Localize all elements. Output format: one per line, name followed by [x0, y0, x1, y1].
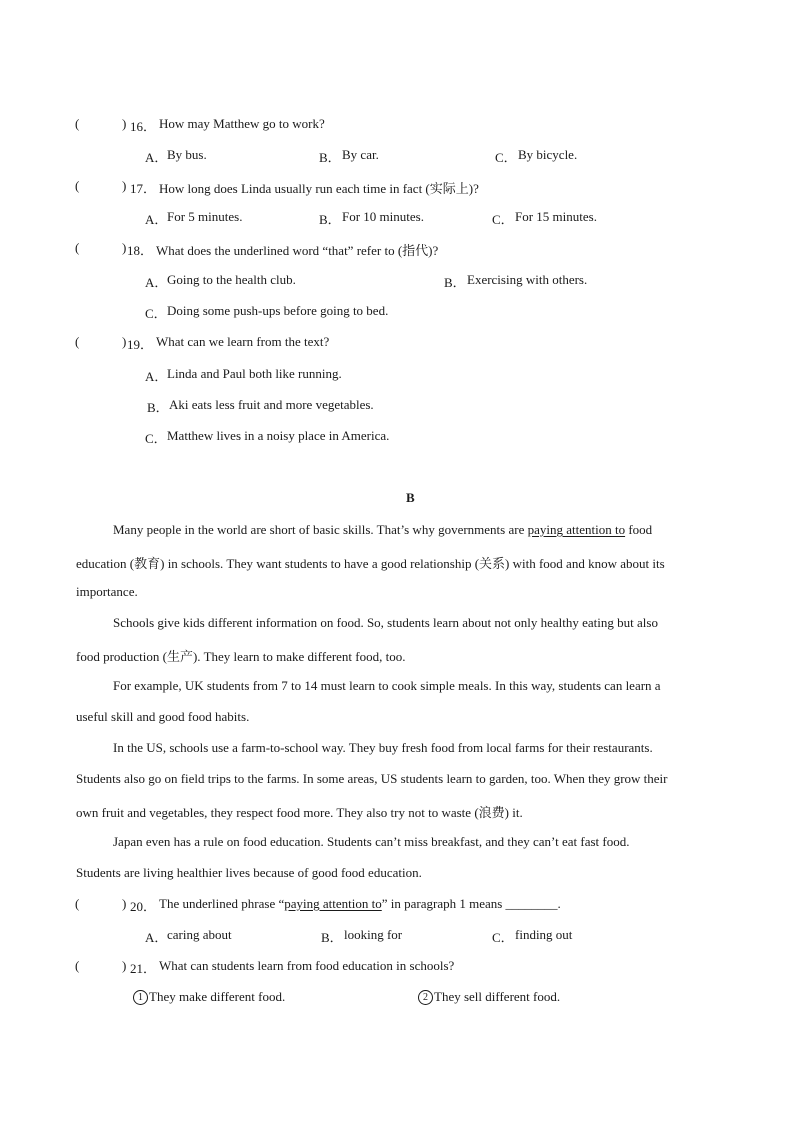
answer-blank-open: ( [75, 240, 80, 255]
answer-blank-open: ( [75, 958, 80, 973]
paragraph-1-line-3: importance. [76, 584, 138, 599]
paragraph-2-line-2: food production (生产). They learn to make different food, too. [76, 649, 406, 664]
question-stem: How long does Linda usually run each time in fact (实际上)? [159, 181, 479, 196]
option-text: For 5 minutes. [167, 209, 243, 224]
answer-blank-close: ) [122, 116, 127, 131]
paragraph-4-line-3: own fruit and vegetables, they respect food more. They also try not to waste (浪费) it. [76, 805, 523, 820]
paragraph-3-line-2: useful skill and good food habits. [76, 709, 250, 724]
option-text: looking for [344, 927, 403, 942]
option-letter: B． [444, 275, 466, 290]
underlined-phrase: paying attention to [527, 522, 626, 537]
question-stem: What can we learn from the text? [156, 334, 330, 349]
option-letter: C． [145, 431, 167, 446]
option-letter: A． [145, 369, 168, 384]
option-text: Going to the health club. [167, 272, 296, 287]
answer-blank-open: ( [75, 334, 80, 349]
option-text: By car. [342, 147, 379, 162]
option-letter: A． [145, 275, 168, 290]
statement-text: They make different food. [149, 989, 286, 1004]
option-text: By bicycle. [518, 147, 578, 162]
option-letter: A． [145, 930, 168, 945]
answer-blank-close: ) [122, 334, 127, 349]
paragraph-5-line-1: Japan even has a rule on food education. Students can’t miss breakfast, and they can’t eat fast food. [113, 834, 630, 849]
option-text: For 15 minutes. [515, 209, 597, 224]
question-stem: What does the underlined word “that” refer to (指代)? [156, 243, 439, 258]
question-number: 19． [127, 337, 154, 352]
question-stem: How may Matthew go to work? [159, 116, 325, 131]
answer-blank-close: ) [122, 958, 127, 973]
paragraph-2-line-1: Schools give kids different information on food. So, students learn about not only healthy eating but also [113, 615, 658, 630]
option-letter: B． [321, 930, 343, 945]
question-number: 18． [127, 243, 154, 258]
option-letter: C． [145, 306, 167, 321]
option-text: For 10 minutes. [342, 209, 424, 224]
answer-blank-close: ) [122, 178, 127, 193]
question-number: 16． [130, 119, 157, 134]
underlined-phrase: paying attention to [284, 896, 382, 911]
option-letter: B． [319, 212, 341, 227]
option-text: caring about [167, 927, 232, 942]
option-letter: C． [495, 150, 517, 165]
answer-blank-open: ( [75, 896, 80, 911]
answer-blank-open: ( [75, 178, 80, 193]
option-text: finding out [515, 927, 573, 942]
option-text: Matthew lives in a noisy place in America. [167, 428, 390, 443]
statement-text: They sell different food. [434, 989, 561, 1004]
circled-number: 2 [418, 990, 433, 1005]
option-letter: C． [492, 212, 514, 227]
statement-item-1 [133, 989, 285, 1005]
option-letter: B． [147, 400, 169, 415]
option-text: Exercising with others. [467, 272, 588, 287]
paragraph-4-line-2: Students also go on field trips to the farms. In some areas, US students learn to garden, too. When they grow their [76, 771, 668, 786]
question-number: 21． [130, 961, 157, 976]
section-heading: B [406, 490, 415, 505]
option-letter: C． [492, 930, 514, 945]
statement-item-2 [418, 989, 560, 1005]
option-letter: B． [319, 150, 341, 165]
answer-blank-close: ) [122, 240, 127, 255]
option-text: Linda and Paul both like running. [167, 366, 342, 381]
paragraph-4-line-1: In the US, schools use a farm-to-school way. They buy fresh food from local farms for their restaurants. [113, 740, 653, 755]
option-text: By bus. [167, 147, 207, 162]
question-number: 20． [130, 899, 157, 914]
question-number: 17． [130, 181, 157, 196]
answer-blank-close: ) [122, 896, 127, 911]
paragraph-1-line-1: Many people in the world are short of basic skills. That’s why governments are paying attention to food [113, 522, 653, 537]
question-stem: What can students learn from food education in schools? [159, 958, 455, 973]
question-stem: The underlined phrase “paying attention to” in paragraph 1 means ________. [159, 896, 561, 911]
option-text: Doing some push-ups before going to bed. [167, 303, 389, 318]
option-letter: A． [145, 150, 168, 165]
option-letter: A． [145, 212, 168, 227]
option-text: Aki eats less fruit and more vegetables. [169, 397, 374, 412]
circled-number: 1 [133, 990, 148, 1005]
paragraph-5-line-2: Students are living healthier lives because of good food education. [76, 865, 422, 880]
paragraph-3-line-1: For example, UK students from 7 to 14 must learn to cook simple meals. In this way, students can learn a [113, 678, 661, 693]
paragraph-1-line-2: education (教育) in schools. They want students to have a good relationship (关系) with food and know about its [76, 556, 665, 571]
answer-blank-open: ( [75, 116, 80, 131]
